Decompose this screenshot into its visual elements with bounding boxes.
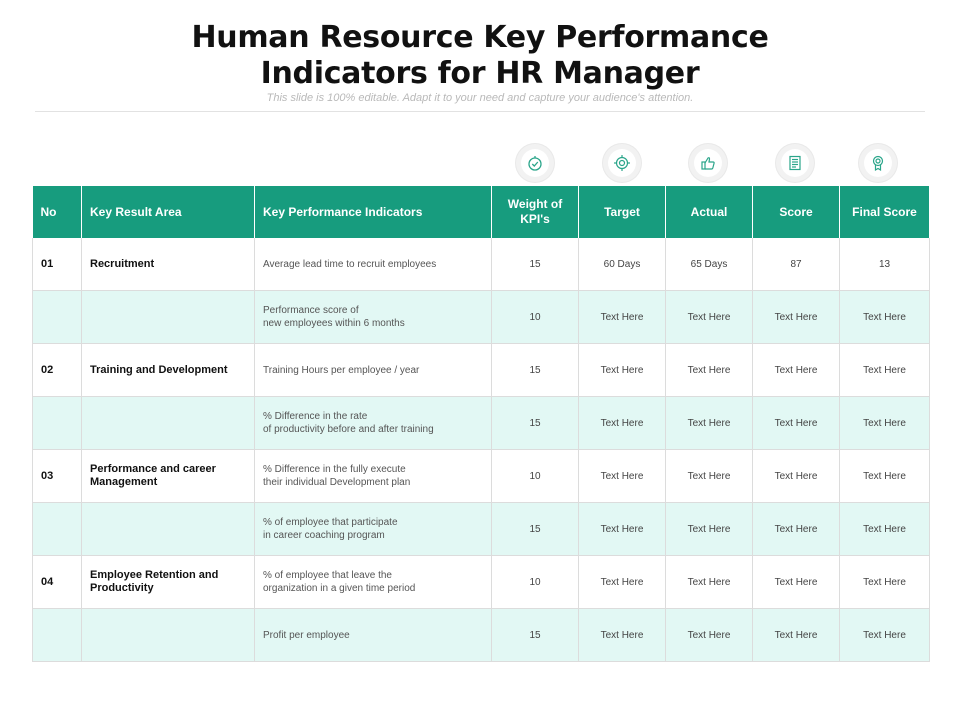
cell-score: Text Here	[753, 556, 840, 609]
cell-target: Text Here	[579, 450, 666, 503]
target-icon	[603, 144, 641, 182]
cell-kpi: Training Hours per employee / year	[255, 344, 492, 397]
cell-no: 01	[33, 238, 82, 291]
document-list-icon	[776, 144, 814, 182]
cell-no	[33, 609, 82, 662]
cell-target: Text Here	[579, 397, 666, 450]
cell-actual: Text Here	[666, 556, 753, 609]
page-subtitle: This slide is 100% editable. Adapt it to your need and capture your audience's attention.	[266, 92, 694, 104]
cell-target: 60 Days	[579, 238, 666, 291]
cell-score: 87	[753, 238, 840, 291]
thumbs-up-icon	[689, 144, 727, 182]
cell-weight: 10	[492, 291, 579, 344]
cell-target: Text Here	[579, 344, 666, 397]
cell-target: Text Here	[579, 609, 666, 662]
cell-final-score: Text Here	[840, 291, 930, 344]
table-row	[33, 450, 930, 503]
cell-kpi: % Difference in the rate of productivity before and after training	[255, 397, 492, 450]
cell-score: Text Here	[753, 450, 840, 503]
cell-no	[33, 291, 82, 344]
cell-weight: 15	[492, 397, 579, 450]
cell-area: Recruitment	[82, 238, 255, 291]
header-target: Target	[579, 186, 666, 238]
cell-score: Text Here	[753, 344, 840, 397]
page-title: Human Resource Key Performance Indicators for HR Manager	[191, 20, 769, 91]
cell-target: Text Here	[579, 291, 666, 344]
column-icons	[0, 144, 960, 184]
cell-actual: 65 Days	[666, 238, 753, 291]
cell-no	[33, 397, 82, 450]
cell-final-score: Text Here	[840, 450, 930, 503]
title-divider	[35, 111, 925, 112]
table-row	[33, 397, 930, 450]
cell-area: Performance and career Management	[82, 450, 255, 503]
cell-weight: 10	[492, 556, 579, 609]
cell-kpi: Profit per employee	[255, 609, 492, 662]
header-kpi: Key Performance Indicators	[255, 186, 492, 238]
cell-target: Text Here	[579, 503, 666, 556]
clock-check-icon	[516, 144, 554, 182]
cell-area	[82, 609, 255, 662]
table-row	[33, 556, 930, 609]
cell-weight: 15	[492, 503, 579, 556]
cell-final-score: Text Here	[840, 397, 930, 450]
cell-no: 03	[33, 450, 82, 503]
cell-weight: 15	[492, 609, 579, 662]
cell-area	[82, 503, 255, 556]
table-row	[33, 609, 930, 662]
cell-final-score: Text Here	[840, 609, 930, 662]
cell-final-score: Text Here	[840, 503, 930, 556]
award-badge-icon	[859, 144, 897, 182]
cell-final-score: 13	[840, 238, 930, 291]
header-actual: Actual	[666, 186, 753, 238]
cell-weight: 15	[492, 238, 579, 291]
cell-area	[82, 397, 255, 450]
cell-actual: Text Here	[666, 344, 753, 397]
cell-actual: Text Here	[666, 397, 753, 450]
cell-kpi: Average lead time to recruit employees	[255, 238, 492, 291]
cell-kpi: % Difference in the fully execute their individual Development plan	[255, 450, 492, 503]
cell-area	[82, 291, 255, 344]
cell-kpi: % of employee that leave the organization in a given time period	[255, 556, 492, 609]
cell-no: 04	[33, 556, 82, 609]
cell-weight: 10	[492, 450, 579, 503]
table-row	[33, 503, 930, 556]
cell-kpi: Performance score of new employees within 6 months	[255, 291, 492, 344]
header-key-result-area: Key Result Area	[82, 186, 255, 238]
cell-final-score: Text Here	[840, 556, 930, 609]
table-row	[33, 291, 930, 344]
cell-area: Employee Retention and Productivity	[82, 556, 255, 609]
cell-final-score: Text Here	[840, 344, 930, 397]
cell-score: Text Here	[753, 397, 840, 450]
cell-score: Text Here	[753, 503, 840, 556]
cell-area: Training and Development	[82, 344, 255, 397]
cell-actual: Text Here	[666, 291, 753, 344]
header-final-score: Final Score	[840, 186, 930, 238]
header-no: No	[33, 186, 82, 238]
cell-actual: Text Here	[666, 503, 753, 556]
cell-score: Text Here	[753, 291, 840, 344]
cell-no: 02	[33, 344, 82, 397]
header-score: Score	[753, 186, 840, 238]
table-header-row	[33, 186, 930, 238]
cell-weight: 15	[492, 344, 579, 397]
table-row	[33, 238, 930, 291]
cell-score: Text Here	[753, 609, 840, 662]
kpi-table	[32, 186, 930, 662]
cell-actual: Text Here	[666, 450, 753, 503]
cell-no	[33, 503, 82, 556]
header-weight: Weight of KPI's	[492, 186, 579, 238]
table-row	[33, 344, 930, 397]
cell-actual: Text Here	[666, 609, 753, 662]
cell-kpi: % of employee that participate in career coaching program	[255, 503, 492, 556]
cell-target: Text Here	[579, 556, 666, 609]
